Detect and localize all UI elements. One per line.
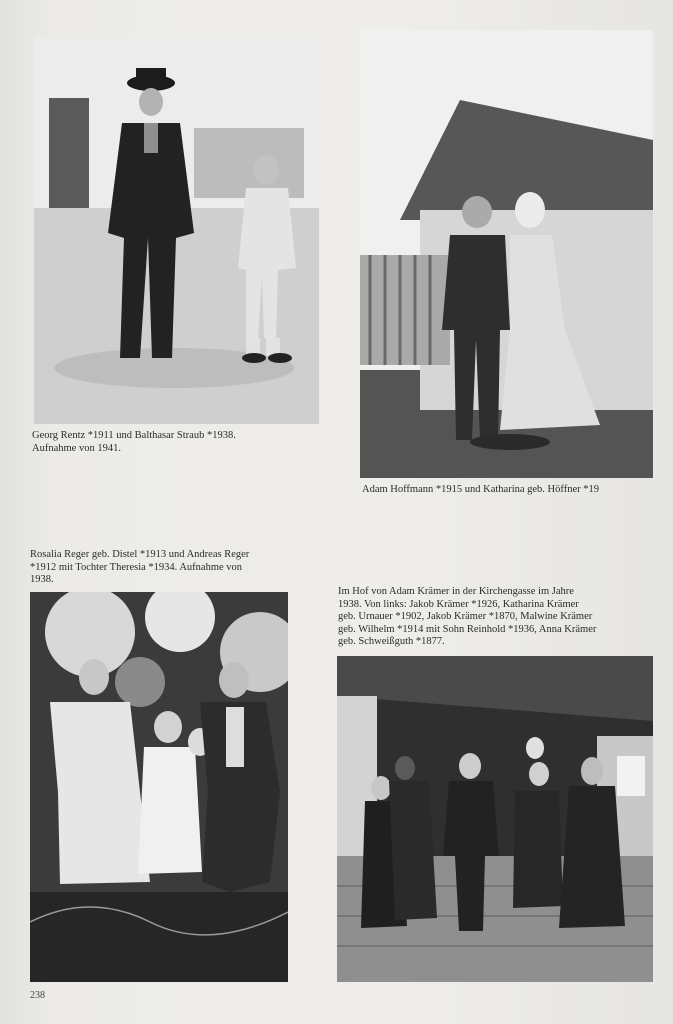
photo-couple-house [360, 30, 653, 478]
photo-courtyard-group [337, 656, 653, 982]
caption-photo2: Adam Hoffmann *1915 und Katharina geb. Höffner *19 [362, 484, 599, 495]
photo-man-and-boy [34, 38, 319, 424]
photo-family-tree [30, 592, 288, 982]
caption-photo3: Rosalia Reger geb. Distel *1913 und Andreas Reger *1912 mit Tochter Theresia *1934. Aufnahme von 1938. [30, 549, 250, 585]
caption-photo1: Georg Rentz *1911 und Balthasar Straub *1938. Aufnahme von 1941. [32, 430, 236, 454]
page-number: 238 [30, 990, 45, 1001]
caption-photo4: Im Hof von Adam Krämer in der Kirchengasse im Jahre 1938. Von links: Jakob Krämer *1926, Katharina Krämer geb. Urnauer *1902, Jakob Krämer *1870, Malwine Krämer geb. Wilhelm *1914 mit Sohn Reinhold *1936, Anna Krämer geb. Schweißguth *1877. [338, 586, 597, 647]
